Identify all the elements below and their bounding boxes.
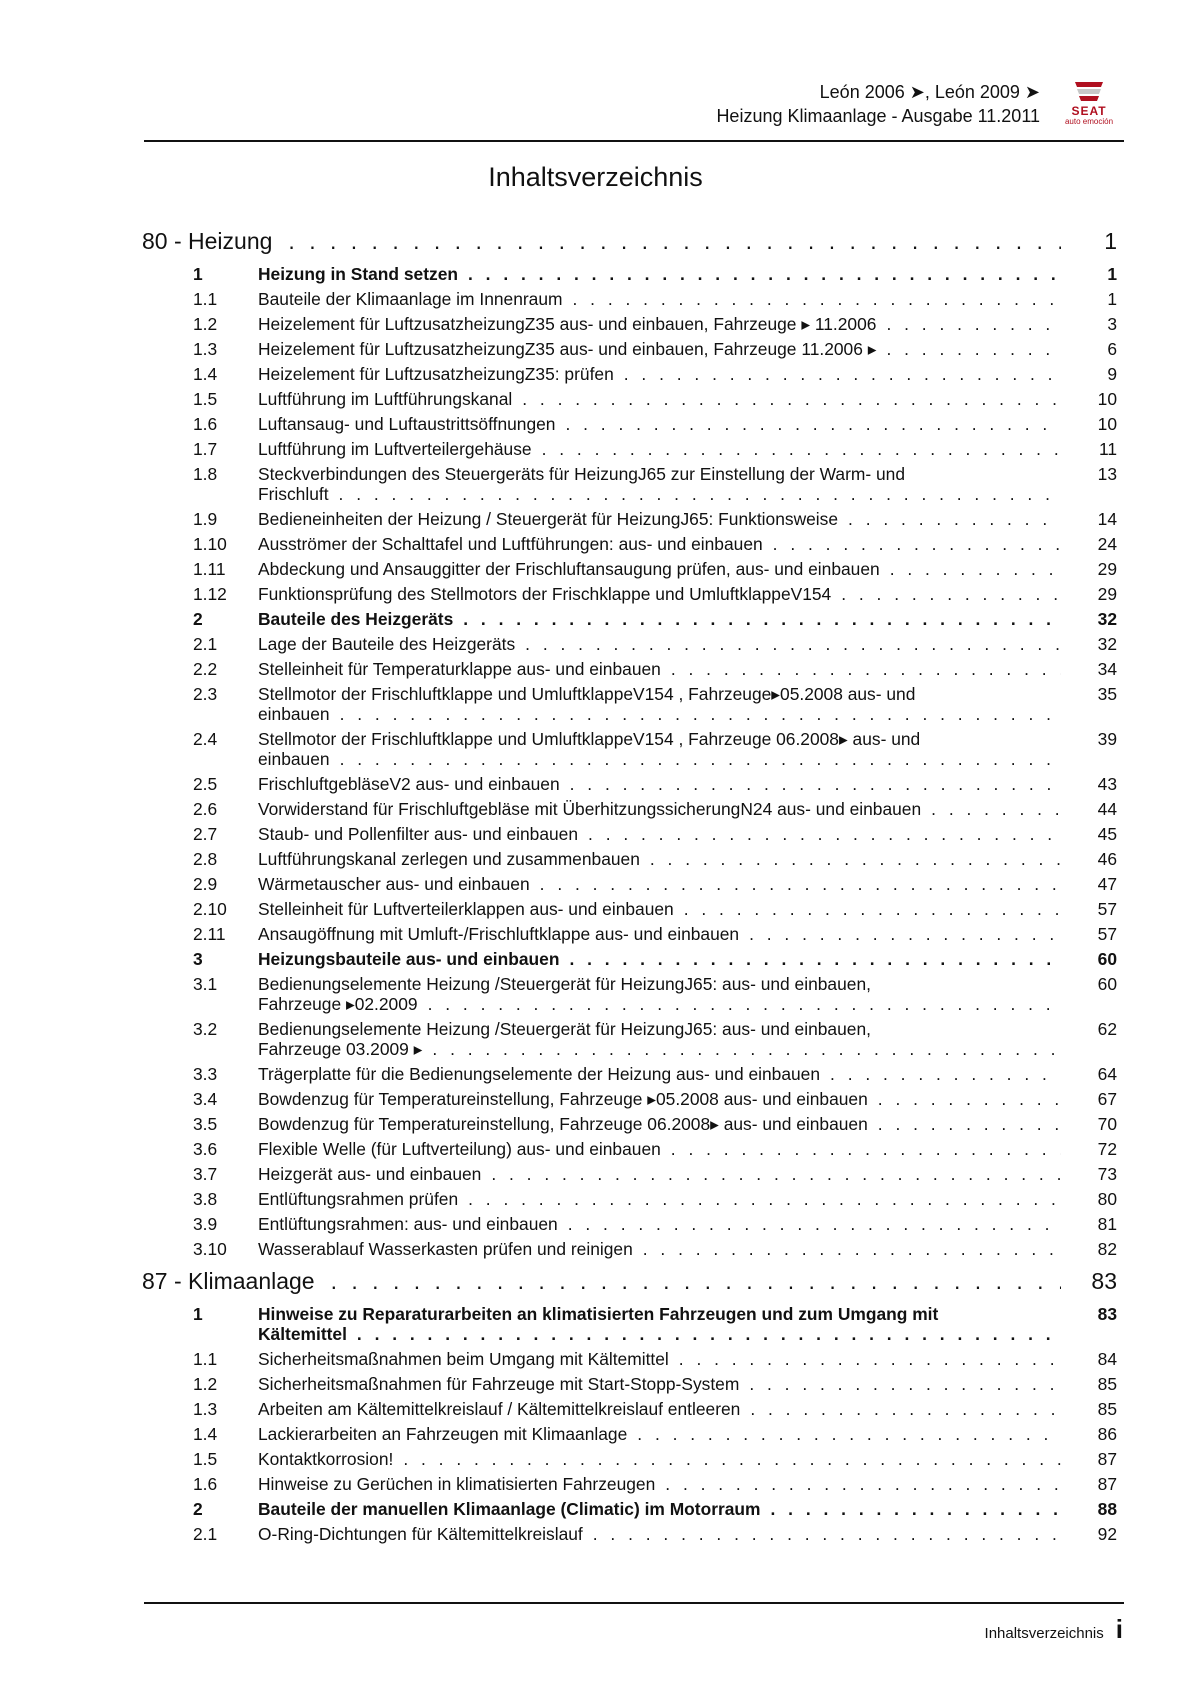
toc-leader [357, 1324, 1061, 1344]
toc-page-number: 34 [1097, 659, 1117, 679]
toc-page-number: 14 [1097, 509, 1117, 529]
toc-entry-number: 2.5 [193, 774, 218, 794]
toc-page-number: 46 [1097, 849, 1117, 869]
toc-entry-title-continued: Fahrzeuge ▸02.2009 [258, 994, 418, 1014]
toc-entry-title: Lackierarbeiten an Fahrzeugen mit Klimaanlage [258, 1424, 628, 1444]
toc-entry-number: 1.2 [193, 1374, 218, 1394]
toc-entry-title: Hinweise zu Gerüchen in klimatisierten Fahrzeugen [258, 1474, 656, 1494]
toc-entry-title: Heizgerät aus- und einbauen [258, 1164, 482, 1184]
toc-chapter-title: 87 - Klimaanlage [142, 1268, 315, 1294]
footer-page-number: i [1115, 1614, 1123, 1644]
toc-entry-number: 1.6 [193, 1474, 218, 1494]
toc-entry-number: 1.3 [193, 1399, 218, 1419]
toc-page-number: 73 [1097, 1164, 1117, 1184]
toc-leader [468, 264, 1061, 284]
toc-page-number: 39 [1097, 729, 1117, 749]
toc-entry-title: Bauteile des Heizgeräts [258, 609, 454, 629]
page-footer [985, 1614, 1123, 1645]
toc-item[interactable] [142, 1524, 1117, 1544]
toc-leader [749, 924, 1061, 944]
toc-page-number: 62 [1097, 1019, 1117, 1039]
toc-entry-title: Hinweise zu Reparaturarbeiten an klimatisierten Fahrzeugen und zum Umgang mit [258, 1304, 939, 1324]
toc-entry-number: 1.12 [193, 584, 227, 604]
toc-leader [637, 1424, 1061, 1444]
toc-entry-title: Bowdenzug für Temperatureinstellung, Fahrzeuge ▸05.2008 aus- und einbauen [258, 1089, 868, 1109]
toc-entry-title: Kontaktkorrosion! [258, 1449, 394, 1469]
toc-entry-number: 1.3 [193, 339, 218, 359]
header-divider [144, 140, 1124, 142]
toc-entry-title: Heizung in Stand setzen [258, 264, 459, 284]
header-text [716, 80, 1040, 128]
toc-leader [684, 899, 1061, 919]
toc-item[interactable] [142, 1214, 1117, 1234]
toc-entry-title: Bedienungselemente Heizung /Steuergerät für HeizungJ65: aus- und einbauen, [258, 974, 871, 994]
toc-entry-number: 2.7 [193, 824, 218, 844]
toc-page-number: 67 [1097, 1089, 1117, 1109]
toc-page-number: 6 [1107, 339, 1117, 359]
toc-leader [931, 799, 1061, 819]
toc-page-number: 60 [1097, 949, 1117, 969]
toc-item[interactable] [142, 1064, 1117, 1084]
toc-page-number: 64 [1097, 1064, 1117, 1084]
toc-page-number: 3 [1107, 314, 1117, 334]
toc-page-number: 47 [1097, 874, 1117, 894]
toc-page-number: 32 [1097, 609, 1117, 629]
toc-entry-number: 1.5 [193, 389, 218, 409]
toc-entry-number: 1.1 [193, 289, 218, 309]
toc-entry-number: 3.1 [193, 974, 218, 994]
toc-entry-number: 1.4 [193, 364, 218, 384]
toc-entry-number: 1 [193, 1304, 203, 1324]
toc-entry-title: Ansaugöffnung mit Umluft-/Frischluftklappe aus- und einbauen [258, 924, 740, 944]
toc-item[interactable] [142, 534, 1117, 554]
toc-leader [665, 1474, 1061, 1494]
toc-leader [848, 509, 1061, 529]
toc-leader [522, 389, 1061, 409]
toc-entry-title: Ausströmer der Schalttafel und Luftführungen: aus- und einbauen [258, 534, 763, 554]
toc-item[interactable] [142, 314, 1117, 334]
toc-entry-title: Luftführungskanal zerlegen und zusammenbauen [258, 849, 640, 869]
toc-leader [593, 1524, 1061, 1544]
table-of-contents [142, 228, 1117, 1549]
toc-entry-title: Heizelement für LuftzusatzheizungZ35: prüfen [258, 364, 614, 384]
toc-item[interactable] [142, 364, 1117, 384]
toc-item[interactable] [142, 1189, 1117, 1209]
toc-item[interactable] [142, 1349, 1117, 1369]
toc-chapter[interactable] [142, 1268, 1117, 1301]
toc-entry-number: 2.11 [193, 924, 226, 944]
logo-brand-text: SEAT [1071, 104, 1107, 118]
toc-leader [491, 1164, 1061, 1184]
toc-leader [886, 339, 1061, 359]
toc-item[interactable] [142, 974, 1117, 1014]
toc-page-number: 72 [1097, 1139, 1117, 1159]
toc-item[interactable] [142, 1374, 1117, 1394]
toc-item[interactable] [142, 799, 1117, 819]
header-model-line: León 2006 ➤, León 2009 ➤ [819, 82, 1040, 102]
toc-page-number: 10 [1097, 389, 1117, 409]
toc-leader [890, 559, 1061, 579]
toc-item[interactable] [142, 439, 1117, 459]
toc-entry-number: 2.4 [193, 729, 218, 749]
toc-page-number: 87 [1097, 1474, 1117, 1494]
toc-entry-title: Vorwiderstand für Frischluftgebläse mit ÜberhitzungssicherungN24 aus- und einbauen [258, 799, 922, 819]
toc-section[interactable] [142, 949, 1117, 969]
toc-page-number: 43 [1097, 774, 1117, 794]
toc-entry-number: 2.9 [193, 874, 218, 894]
toc-leader [428, 994, 1061, 1014]
toc-item[interactable] [142, 389, 1117, 409]
toc-leader [569, 949, 1061, 969]
toc-entry-number: 2.3 [193, 684, 218, 704]
toc-entry-number: 1.1 [193, 1349, 218, 1369]
toc-item[interactable] [142, 659, 1117, 679]
toc-page-number: 24 [1097, 534, 1117, 554]
toc-leader [540, 874, 1061, 894]
toc-leader [771, 1499, 1061, 1519]
toc-page-number: 1 [1107, 264, 1117, 284]
toc-leader [643, 1239, 1061, 1259]
toc-entry-title: Bedieneinheiten der Heizung / Steuergerät für HeizungJ65: Funktionsweise [258, 509, 839, 529]
toc-leader [750, 1399, 1061, 1419]
toc-entry-title: Heizungsbauteile aus- und einbauen [258, 949, 560, 969]
toc-page-number: 70 [1097, 1114, 1117, 1134]
toc-page-number: 83 [1091, 1268, 1117, 1294]
toc-page-number: 1 [1107, 289, 1117, 309]
toc-item[interactable] [142, 729, 1117, 769]
toc-item[interactable] [142, 1399, 1117, 1419]
seat-logo [1054, 80, 1124, 128]
toc-leader [340, 749, 1061, 769]
toc-page-number: 81 [1097, 1214, 1117, 1234]
toc-entry-number: 3.8 [193, 1189, 218, 1209]
toc-entry-number: 2.2 [193, 659, 218, 679]
toc-entry-number: 2.10 [193, 899, 227, 919]
toc-entry-title: Lage der Bauteile des Heizgeräts [258, 634, 516, 654]
toc-leader [679, 1349, 1061, 1369]
toc-leader [570, 774, 1061, 794]
toc-item[interactable] [142, 1089, 1117, 1109]
toc-entry-title: FrischluftgebläseV2 aus- und einbauen [258, 774, 560, 794]
toc-leader [878, 1089, 1061, 1109]
toc-entry-number: 1.9 [193, 509, 218, 529]
toc-entry-number: 2 [193, 609, 203, 629]
toc-entry-title: Abdeckung und Ansauggitter der Frischluftansaugung prüfen, aus- und einbauen [258, 559, 880, 579]
toc-page-number: 88 [1097, 1499, 1117, 1519]
toc-leader [773, 534, 1061, 554]
toc-leader [339, 484, 1061, 504]
toc-item[interactable] [142, 684, 1117, 724]
toc-entry-number: 2.6 [193, 799, 218, 819]
toc-leader [841, 584, 1061, 604]
toc-page-number: 85 [1097, 1374, 1117, 1394]
toc-entry-title: Wärmetauscher aus- und einbauen [258, 874, 530, 894]
toc-page-number: 11 [1098, 439, 1117, 459]
toc-entry-title: Entlüftungsrahmen prüfen [258, 1189, 459, 1209]
toc-page-number: 85 [1097, 1399, 1117, 1419]
toc-entry-number: 3.2 [193, 1019, 218, 1039]
toc-item[interactable] [142, 1239, 1117, 1259]
toc-entry-title: Stelleinheit für Temperaturklappe aus- und einbauen [258, 659, 661, 679]
toc-entry-number: 1.2 [193, 314, 218, 334]
toc-entry-number: 3.6 [193, 1139, 218, 1159]
toc-leader [749, 1374, 1061, 1394]
toc-entry-title: Arbeiten am Kältemittelkreislauf / Kältemittelkreislauf entleeren [258, 1399, 741, 1419]
toc-entry-title: Flexible Welle (für Luftverteilung) aus- und einbauen [258, 1139, 661, 1159]
toc-leader [671, 1139, 1061, 1159]
toc-page-number: 57 [1097, 899, 1117, 919]
toc-leader [878, 1114, 1061, 1134]
toc-item[interactable] [142, 339, 1117, 359]
toc-leader [468, 1189, 1061, 1209]
toc-item[interactable] [142, 924, 1117, 944]
toc-item[interactable] [142, 1019, 1117, 1059]
toc-entry-number: 1.11 [193, 559, 226, 579]
toc-leader [830, 1064, 1061, 1084]
toc-leader [568, 1214, 1061, 1234]
toc-page-number: 57 [1097, 924, 1117, 944]
toc-entry-number: 2.1 [193, 634, 218, 654]
toc-entry-number: 3 [193, 949, 203, 969]
toc-page-number: 80 [1097, 1189, 1117, 1209]
toc-page-number: 32 [1097, 634, 1117, 654]
toc-item[interactable] [142, 1424, 1117, 1444]
toc-entry-number: 3.4 [193, 1089, 218, 1109]
page-header [144, 80, 1124, 142]
toc-entry-title: Sicherheitsmaßnahmen für Fahrzeuge mit Start-Stopp-System [258, 1374, 740, 1394]
toc-item[interactable] [142, 414, 1117, 434]
toc-entry-title-continued: Frischluft [258, 484, 329, 504]
toc-entry-number: 1 [193, 264, 203, 284]
toc-entry-title: Funktionsprüfung des Stellmotors der Frischklappe und UmluftklappeV154 [258, 584, 832, 604]
toc-entry-title: Heizelement für LuftzusatzheizungZ35 aus- und einbauen, Fahrzeuge ▸ 11.2006 [258, 314, 877, 334]
footer-label: Inhaltsverzeichnis [984, 1625, 1104, 1642]
toc-entry-number: 3.10 [193, 1239, 227, 1259]
toc-entry-number: 2.8 [193, 849, 218, 869]
toc-page-number: 60 [1097, 974, 1117, 994]
toc-chapter-title: 80 - Heizung [142, 228, 273, 254]
toc-item[interactable] [142, 634, 1117, 654]
toc-entry-title: Heizelement für LuftzusatzheizungZ35 aus- und einbauen, Fahrzeuge 11.2006 ▸ [258, 339, 877, 359]
toc-entry-number: 3.3 [193, 1064, 218, 1084]
toc-page-number: 87 [1097, 1449, 1117, 1469]
toc-page-number: 82 [1097, 1239, 1117, 1259]
toc-entry-number: 2.1 [193, 1524, 218, 1544]
toc-section[interactable] [142, 264, 1117, 284]
toc-page-number: 10 [1097, 414, 1117, 434]
toc-entry-title: Luftansaug- und Luftaustrittsöffnungen [258, 414, 556, 434]
toc-leader [565, 414, 1061, 434]
toc-item[interactable] [142, 509, 1117, 529]
toc-entry-title: Bowdenzug für Temperatureinstellung, Fahrzeuge 06.2008▸ aus- und einbauen [258, 1114, 868, 1134]
toc-page-number: 83 [1097, 1304, 1117, 1324]
toc-item[interactable] [142, 774, 1117, 794]
toc-entry-title: Bauteile der manuellen Klimaanlage (Climatic) im Motorraum [258, 1499, 761, 1519]
toc-entry-title: Staub- und Pollenfilter aus- und einbauen [258, 824, 579, 844]
toc-entry-title: Stellmotor der Frischluftklappe und UmluftklappeV154 , Fahrzeuge▸05.2008 aus- und [258, 684, 916, 704]
toc-entry-title: Wasserablauf Wasserkasten prüfen und reinigen [258, 1239, 633, 1259]
toc-item[interactable] [142, 1114, 1117, 1134]
toc-leader [331, 1268, 1061, 1295]
toc-section[interactable] [142, 609, 1117, 629]
toc-entry-number: 1.4 [193, 1424, 218, 1444]
toc-item[interactable] [142, 1164, 1117, 1184]
toc-item[interactable] [142, 1474, 1117, 1494]
toc-entry-title: Luftführung im Luftführungskanal [258, 389, 513, 409]
toc-page-number: 92 [1097, 1524, 1117, 1544]
toc-item[interactable] [142, 899, 1117, 919]
page-title: Inhaltsverzeichnis [488, 162, 703, 192]
toc-item[interactable] [142, 1449, 1117, 1469]
toc-leader [288, 228, 1061, 255]
toc-entry-title: Trägerplatte für die Bedienungselemente der Heizung aus- und einbauen [258, 1064, 821, 1084]
logo-tagline: auto emoción [1064, 117, 1114, 126]
toc-item[interactable] [142, 1139, 1117, 1159]
toc-page-number: 45 [1097, 824, 1117, 844]
toc-entry-title: Sicherheitsmaßnahmen beim Umgang mit Kältemittel [258, 1349, 669, 1369]
toc-leader [542, 439, 1061, 459]
toc-leader [403, 1449, 1061, 1469]
toc-page-number: 29 [1097, 559, 1117, 579]
toc-entry-number: 3.9 [193, 1214, 218, 1234]
toc-entry-title: O-Ring-Dichtungen für Kältemittelkreislauf [258, 1524, 583, 1544]
toc-entry-number: 1.5 [193, 1449, 218, 1469]
footer-divider [144, 1602, 1124, 1604]
toc-item[interactable] [142, 289, 1117, 309]
toc-entry-number: 1.8 [193, 464, 218, 484]
seat-logo-icon [1072, 80, 1106, 106]
toc-entry-title: Bauteile der Klimaanlage im Innenraum [258, 289, 563, 309]
header-edition-line: Heizung Klimaanlage - Ausgabe 11.2011 [716, 106, 1040, 126]
toc-entry-number: 1.7 [193, 439, 218, 459]
toc-leader [432, 1039, 1061, 1059]
toc-page-number: 86 [1097, 1424, 1117, 1444]
toc-leader [588, 824, 1061, 844]
toc-page-number: 84 [1097, 1349, 1117, 1369]
toc-item[interactable] [142, 849, 1117, 869]
toc-section[interactable] [142, 1304, 1117, 1344]
toc-leader [525, 634, 1061, 654]
toc-entry-number: 1.6 [193, 414, 218, 434]
toc-entry-title: Steckverbindungen des Steuergeräts für HeizungJ65 zur Einstellung der Warm- und [258, 464, 906, 484]
toc-leader [650, 849, 1061, 869]
toc-item[interactable] [142, 584, 1117, 604]
toc-entry-title: Luftführung im Luftverteilergehäuse [258, 439, 532, 459]
toc-item[interactable] [142, 464, 1117, 504]
toc-item[interactable] [142, 559, 1117, 579]
toc-item[interactable] [142, 874, 1117, 894]
toc-entry-number: 3.7 [193, 1164, 218, 1184]
toc-entry-number: 1.10 [193, 534, 227, 554]
toc-page-number: 29 [1097, 584, 1117, 604]
toc-leader [624, 364, 1061, 384]
toc-page-number: 13 [1097, 464, 1117, 484]
toc-entry-title: Stellmotor der Frischluftklappe und UmluftklappeV154 , Fahrzeuge 06.2008▸ aus- und [258, 729, 921, 749]
toc-leader [573, 289, 1061, 309]
toc-entry-title-continued: einbauen [258, 704, 330, 724]
toc-section[interactable] [142, 1499, 1117, 1519]
toc-leader [671, 659, 1061, 679]
toc-entry-title: Bedienungselemente Heizung /Steuergerät für HeizungJ65: aus- und einbauen, [258, 1019, 871, 1039]
toc-leader [463, 609, 1061, 629]
toc-page-number: 44 [1097, 799, 1117, 819]
toc-entry-title: Stelleinheit für Luftverteilerklappen aus- und einbauen [258, 899, 674, 919]
toc-entry-title-continued: Kältemittel [258, 1324, 347, 1344]
toc-leader [340, 704, 1061, 724]
toc-entry-title-continued: einbauen [258, 749, 330, 769]
toc-page-number: 1 [1104, 228, 1117, 254]
toc-item[interactable] [142, 824, 1117, 844]
toc-page-number: 35 [1097, 684, 1117, 704]
toc-entry-title-continued: Fahrzeuge 03.2009 ▸ [258, 1039, 423, 1059]
toc-entry-title: Entlüftungsrahmen: aus- und einbauen [258, 1214, 558, 1234]
toc-entry-number: 2 [193, 1499, 203, 1519]
toc-entry-number: 3.5 [193, 1114, 218, 1134]
toc-chapter[interactable] [142, 228, 1117, 261]
toc-page-number: 9 [1107, 364, 1117, 384]
toc-leader [886, 314, 1061, 334]
